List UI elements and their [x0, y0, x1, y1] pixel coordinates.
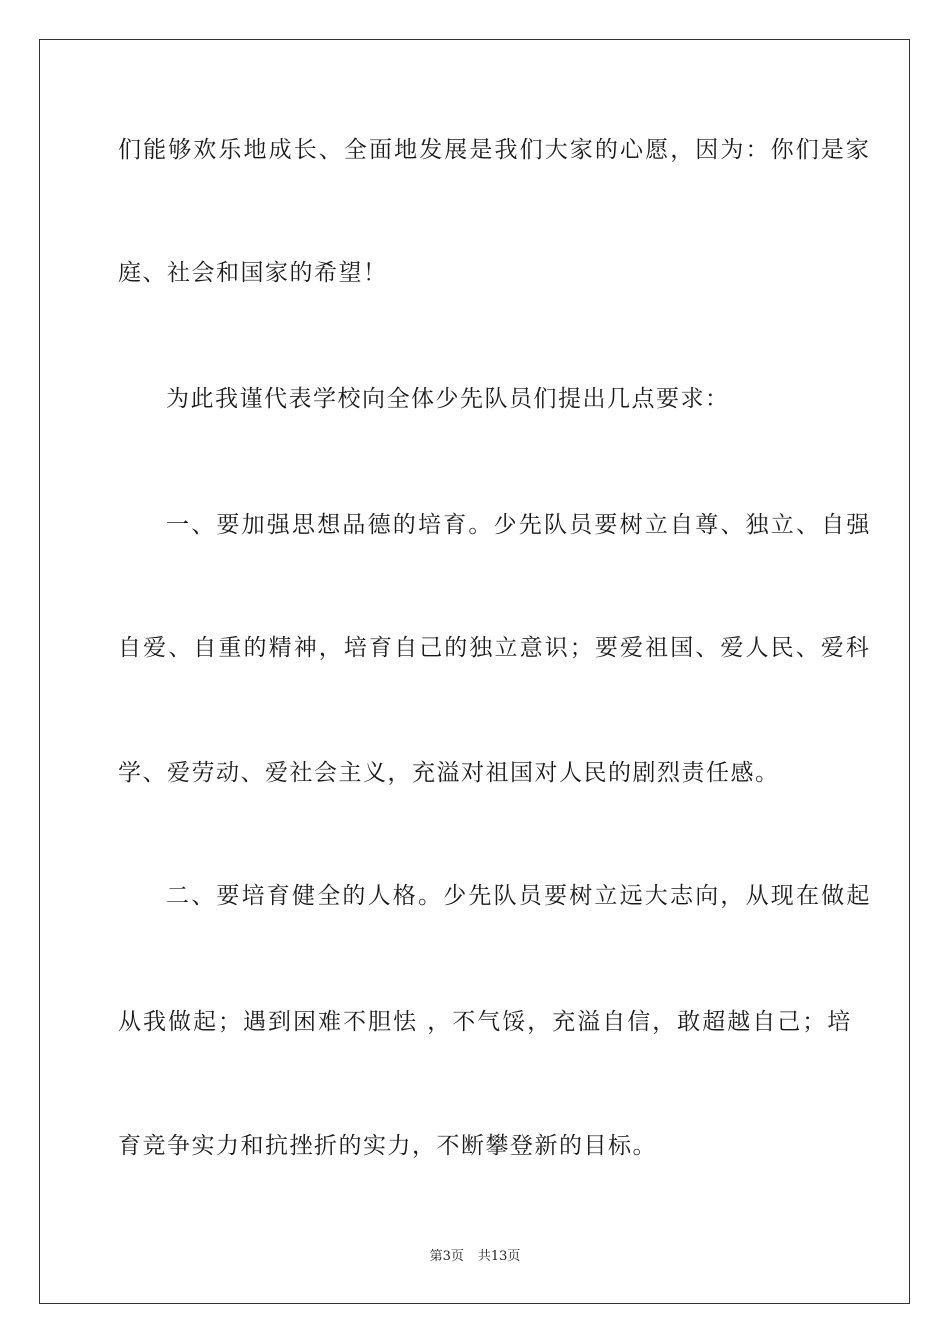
body-line: 从我做起；遇到困难不胆怯 ，不气馁，充溢自信，敢超越自己；培 [118, 1009, 853, 1035]
body-line: 们能够欢乐地成长、全面地发展是我们大家的心愿，因为：你们是家 [118, 137, 871, 163]
body-line: 庭、社会和国家的希望！ [118, 260, 388, 286]
page-number: 第3页 [429, 1249, 464, 1264]
page-footer [0, 1248, 950, 1266]
body-line: 育竞争实力和抗挫折的实力，不断攀登新的目标。 [118, 1133, 657, 1159]
page-border [39, 39, 910, 1304]
body-line: 学、爱劳动、爱社会主义，充溢对祖国对人民的剧烈责任感。 [118, 760, 780, 786]
paragraph-line: 二、要培育健全的人格。少先队员要树立远大志向，从现在做起 [166, 883, 872, 909]
page-total: 共13页 [477, 1249, 521, 1264]
paragraph-line: 为此我谨代表学校向全体少先队员们提出几点要求： [166, 386, 730, 412]
body-line: 自爱、自重的精神，培育自己的独立意识；要爱祖国、爱人民、爱科 [118, 635, 871, 661]
paragraph-line: 一、要加强思想品德的培育。少先队员要树立自尊、独立、自强 [166, 512, 872, 538]
